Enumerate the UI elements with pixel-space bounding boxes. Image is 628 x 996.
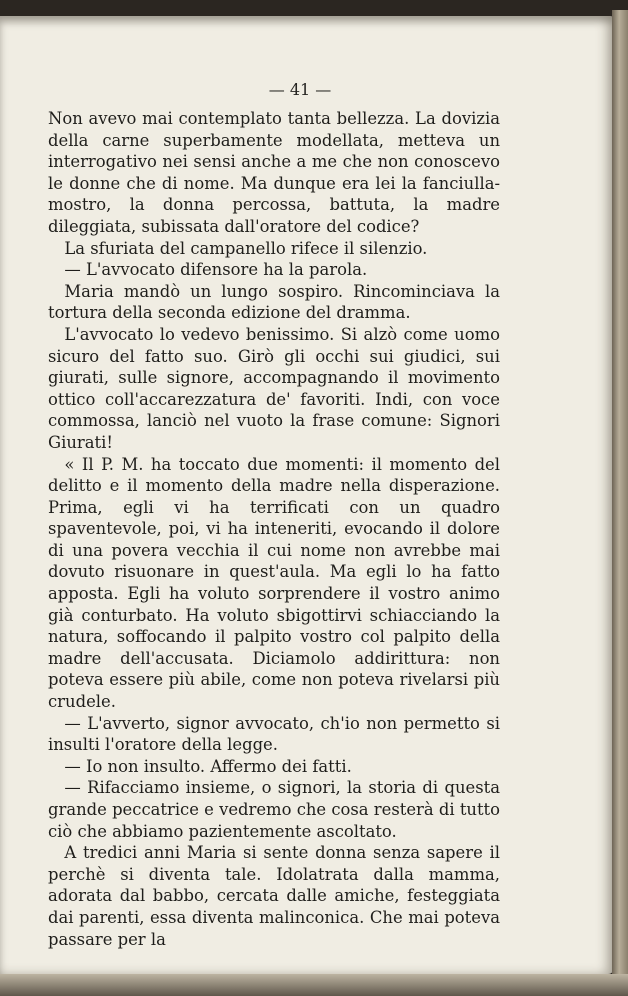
paragraph: — L'avverto, signor avvocato, ch'io non permetto si insulti l'oratore della legge. — [48, 713, 500, 755]
paragraph: A tredici anni Maria si sente donna senza sapere il perchè si diventa tale. Idolatrata dalla mamma, adorata dal babbo, cercata dalle amiche, festeggiata dai parenti, essa diventa malinconica. Che mai poteva passare per la — [48, 843, 500, 949]
paragraph: Non avevo mai contemplato tanta bellezza. La dovizia della carne superbamente modellata, metteva un interrogativo nei sensi anche a me che non conoscevo le donne che di nome. Ma dunque era lei la fanciulla-mostro, la donna percossa, battuta, la madre dileggiata, subissata dall'oratore del codice? — [48, 109, 500, 236]
page-edge-right — [612, 10, 628, 986]
paragraph: L'avvocato lo vedevo benissimo. Si alzò come uomo sicuro del fatto suo. Girò gli occhi sui giudici, sui giurati, sulle signore, accompagnando il movimento ottico coll'accarezzatura de' favoriti. Indi, con voce commossa, lanciò nel vuoto la frase comune: Signori Giurati! — [48, 324, 500, 452]
paragraph: « Il P. M. ha toccato due momenti: il momento del delitto e il momento della madre nella disperazione. Prima, egli vi ha terrificati con un quadro spaventevole, poi, vi ha inteneriti, evocando il dolore di una povera vecchia il cui nome non avrebbe mai dovuto risuonare in quest'aula. Ma egli lo ha fatto apposta. Egli ha voluto sorprendere il vostro animo già conturbato. Ha voluto sbigottirvi schiacciando la natura, soffocando il palpito vostro col palpito della madre dell'accusata. Diciamolo addirittura: non poteva essere più abile, come non poteva rivelarsi più crudele. — [48, 454, 500, 712]
paragraph: Maria mandò un lungo sospiro. Rincominciava la tortura della seconda edizione del dramma. — [48, 281, 500, 323]
page-edge-bottom — [0, 974, 628, 996]
paper-sheet — [0, 16, 614, 974]
paragraph: — Rifacciamo insieme, o signori, la storia di questa grande peccatrice e vedremo che cosa resterà di tutto ciò che abbiamo pazientemente ascoltato. — [48, 778, 500, 841]
paragraph: La sfuriata del campanello rifece il silenzio. — [64, 238, 428, 258]
page-number: — 41 — — [268, 80, 332, 99]
body-text — [48, 108, 500, 950]
paragraph: — L'avvocato difensore ha la parola. — [64, 260, 368, 280]
paragraph: — Io non insulto. Affermo dei fatti. — [64, 756, 352, 776]
